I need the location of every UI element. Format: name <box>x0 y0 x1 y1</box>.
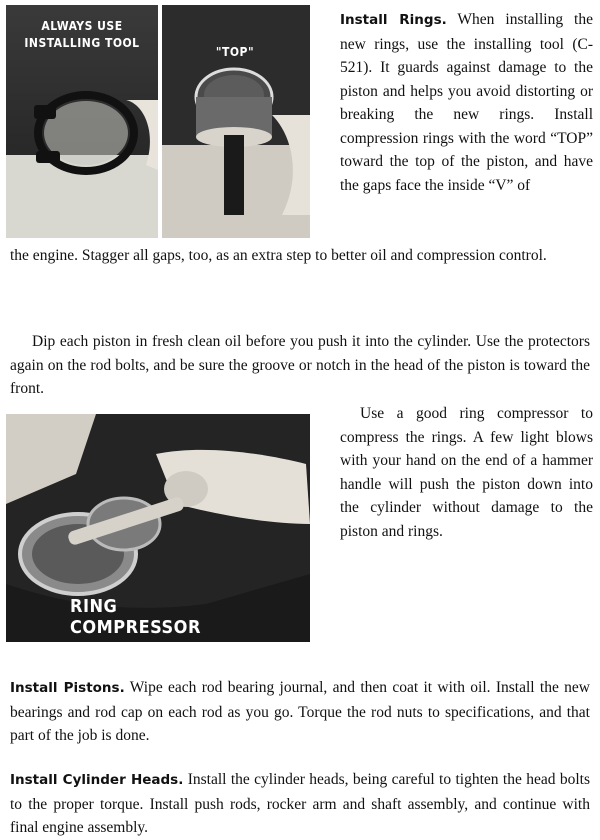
compressor-paragraph <box>340 402 593 543</box>
install-rings-text-full: the engine. Stagger all gaps, too, as an extra step to better oil and compression control. <box>10 247 547 264</box>
dip-paragraph: Dip each piston in fresh clean oil before you push it into the cylinder. Use the protectors again on the rod bolts, and be sure the groove or notch in the head of the piston is toward the front. <box>10 333 590 397</box>
compressor-paragraph-text: Use a good ring compressor to compress the rings. A few light blows with your hand on the end of a hammer handle will push the piston down into the cylinder without damage to the piston and rings. <box>340 405 593 540</box>
figure1-caption-right: "TOP" <box>215 45 255 59</box>
install-heads-paragraph <box>10 768 590 840</box>
figure1-caption-left <box>6 18 158 52</box>
caption-left-line2: INSTALLING TOOL <box>24 36 140 50</box>
caption-left-line1: ALWAYS USE <box>41 19 123 33</box>
piston-top-photo <box>162 5 310 238</box>
install-rings-heading: Install Rings. <box>340 12 447 28</box>
install-heads-text: Install the cylinder heads, being careful to tighten the head bolts to the proper torque. Install push rods, rocker arm and shaft assembly, and continue with final engine assembly. <box>10 771 590 836</box>
install-pistons-heading: Install Pistons. <box>10 680 125 696</box>
install-rings-text-float: When installing the new rings, use the installing tool (C-521). It guards against damage to the piston and helps you avoid distorting or breaking the new rings. Install compression rings with the word “TOP” toward the top of the piston, and have the gaps face the inside “V” of <box>340 11 593 194</box>
install-pistons-text: Wipe each rod bearing journal, and then coat it with oil. Install the new bearings and rod cap on each rod as you go. Torque the rod nuts to specifications, and that part of the job is done. <box>10 679 590 744</box>
ring-compressor-caption: RING COMPRESSOR <box>70 596 201 638</box>
install-pistons-paragraph <box>10 676 590 748</box>
install-rings-float-text <box>340 8 593 197</box>
install-heads-heading: Install Cylinder Heads. <box>10 772 184 788</box>
